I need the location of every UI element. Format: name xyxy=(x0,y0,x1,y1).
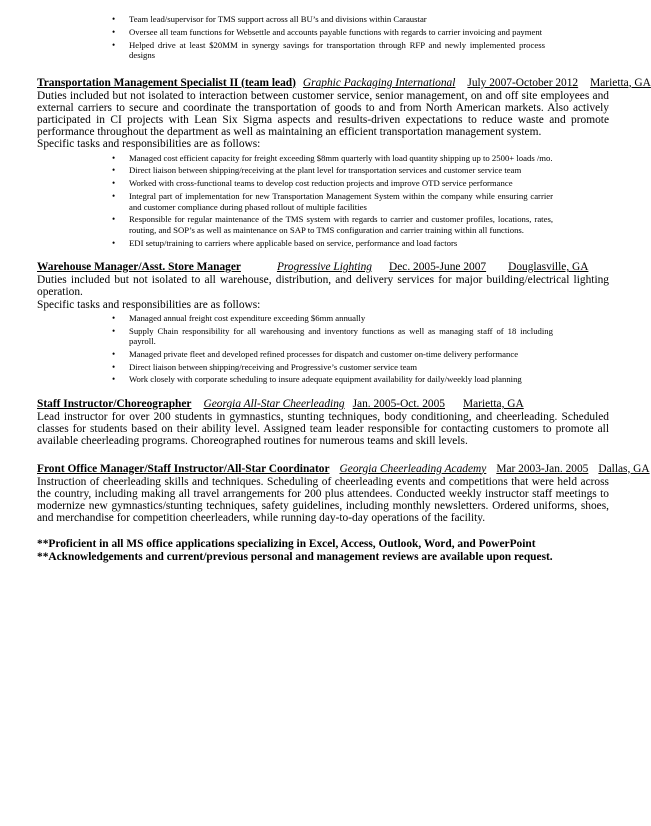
job-title: Transportation Management Specialist II (team lead) xyxy=(37,76,296,89)
list-item: • Supply Chain responsibility for all warehousing and inventory functions as well as managing staff of 18 including payroll. xyxy=(112,326,553,347)
list-item: • Managed private fleet and developed refined processes for dispatch and customer on-time delivery performance xyxy=(112,349,553,360)
job-description: Duties included but not isolated to all warehouse, distribution, and delivery services for major building/electrical lighting operation. xyxy=(37,274,609,299)
job-dates: Jan. 2005-Oct. 2005 xyxy=(352,397,445,410)
job-location: Douglasville, GA xyxy=(508,261,589,274)
job-dates: Mar 2003-Jan. 2005 xyxy=(496,462,589,475)
job-company: Georgia Cheerleading Academy xyxy=(339,462,487,475)
closing-line: **Acknowledgements and current/previous personal and management reviews are available upon request. xyxy=(37,551,553,564)
tasks-label: Specific tasks and responsibilities are as follows: xyxy=(37,138,261,151)
job-section xyxy=(37,260,609,385)
list-item: • Oversee all team functions for Websettle and accounts payable functions with regards to carrier invoicing and payment xyxy=(112,27,545,38)
job-bullet-list xyxy=(112,153,553,248)
list-item: • Managed cost efficient capacity for freight exceeding $8mm quarterly with load quantity shipping up to 2500+ loads /mo. xyxy=(112,153,553,164)
job-dates: Dec. 2005-June 2007 xyxy=(388,261,487,274)
job-company: Progressive Lighting xyxy=(276,261,372,274)
job-description: Duties included but not isolated to interaction between customer service, senior management, on and off site employees and external carriers to secure and coordinate the transportation of goods to and from North American markets. Also actively participated in CI projects with Lean Six Sigma aspects and results-driven expectations to reduce waste and promote performance throughout the department as well as maintaining an efficient transportation management system. xyxy=(37,89,609,139)
job-section xyxy=(37,462,650,525)
list-item: • Integral part of implementation for new Transportation Management System within the company while ensuring carrier and customer compliance during phased rollout of multiple facilities xyxy=(112,191,553,212)
list-item: • Work closely with corporate scheduling to insure adequate equipment availability for daily/weekly load planning xyxy=(112,374,553,385)
tasks-label: Specific tasks and responsibilities are as follows: xyxy=(37,298,261,311)
job-dates: July 2007-October 2012 xyxy=(467,76,579,89)
job-section xyxy=(37,76,651,249)
list-item: • Responsible for regular maintenance of the TMS system with regards to carrier and customer profiles, locations, rates, routing, and SOP’s as well as maintenance on SAP to TMS configuration and carrier training within all functions. xyxy=(112,214,553,235)
job-location: Dallas, GA xyxy=(598,462,650,475)
job-description: Lead instructor for over 200 students in gymnastics, stunting techniques, body conditioning, and cheerleading. Scheduled classes for students based on their ability level. Assigned team leader responsible for contacting customers to promote all available cheerleading programs. Choreographed routines for numerous teams and skill levels. xyxy=(37,410,609,448)
list-item: • EDI setup/training to carriers where applicable based on service, performance and load factors xyxy=(112,238,553,249)
job-header xyxy=(37,397,609,411)
intro-bullet-list xyxy=(112,14,545,61)
job-header xyxy=(37,260,609,274)
list-item: • Helped drive at least $20MM in synergy savings for transportation through RFP and newly implemented process designs xyxy=(112,40,545,61)
resume-page xyxy=(37,14,651,564)
job-title: Warehouse Manager/Asst. Store Manager xyxy=(37,261,241,274)
list-item: • Managed annual freight cost expenditure exceeding $6mm annually xyxy=(112,313,553,324)
job-header xyxy=(37,462,650,476)
closing-notes xyxy=(37,538,609,564)
job-location: Marietta, GA xyxy=(463,397,524,410)
list-item: • Team lead/supervisor for TMS support across all BU’s and divisions within Caraustar xyxy=(112,14,545,25)
job-title: Staff Instructor/Choreographer xyxy=(37,397,192,410)
job-location: Marietta, GA xyxy=(590,76,651,89)
list-item: • Worked with cross-functional teams to develop cost reduction projects and improve OTD service performance xyxy=(112,178,553,189)
job-company: Graphic Packaging International xyxy=(302,76,456,89)
job-header xyxy=(37,76,651,90)
job-title: Front Office Manager/Staff Instructor/All-Star Coordinator xyxy=(37,462,330,475)
job-bullet-list xyxy=(112,313,553,385)
job-section xyxy=(37,397,609,448)
list-item: • Direct liaison between shipping/receiving at the plant level for transportation services and customer service team xyxy=(112,165,553,176)
closing-line: **Proficient in all MS office applications specializing in Excel, Access, Outlook, Word, and PowerPoint xyxy=(37,538,536,551)
list-item: • Direct liaison between shipping/receiving and Progressive’s customer service team xyxy=(112,362,553,373)
job-description: Instruction of cheerleading skills and techniques. Scheduling of cheerleading events and competitions that were held across the country, including making all travel arrangements for 200 plus attendees. Conducted weekly instructor staff meetings to modernize new gymnastics/stunting techniques, safety guidelines, including monthly newsletters. Ordered uniforms, shoes, and merchandise for competition cheerleaders, while running day-to-day operations of the facility. xyxy=(37,475,609,525)
job-company: Georgia All-Star Cheerleading xyxy=(203,397,345,410)
